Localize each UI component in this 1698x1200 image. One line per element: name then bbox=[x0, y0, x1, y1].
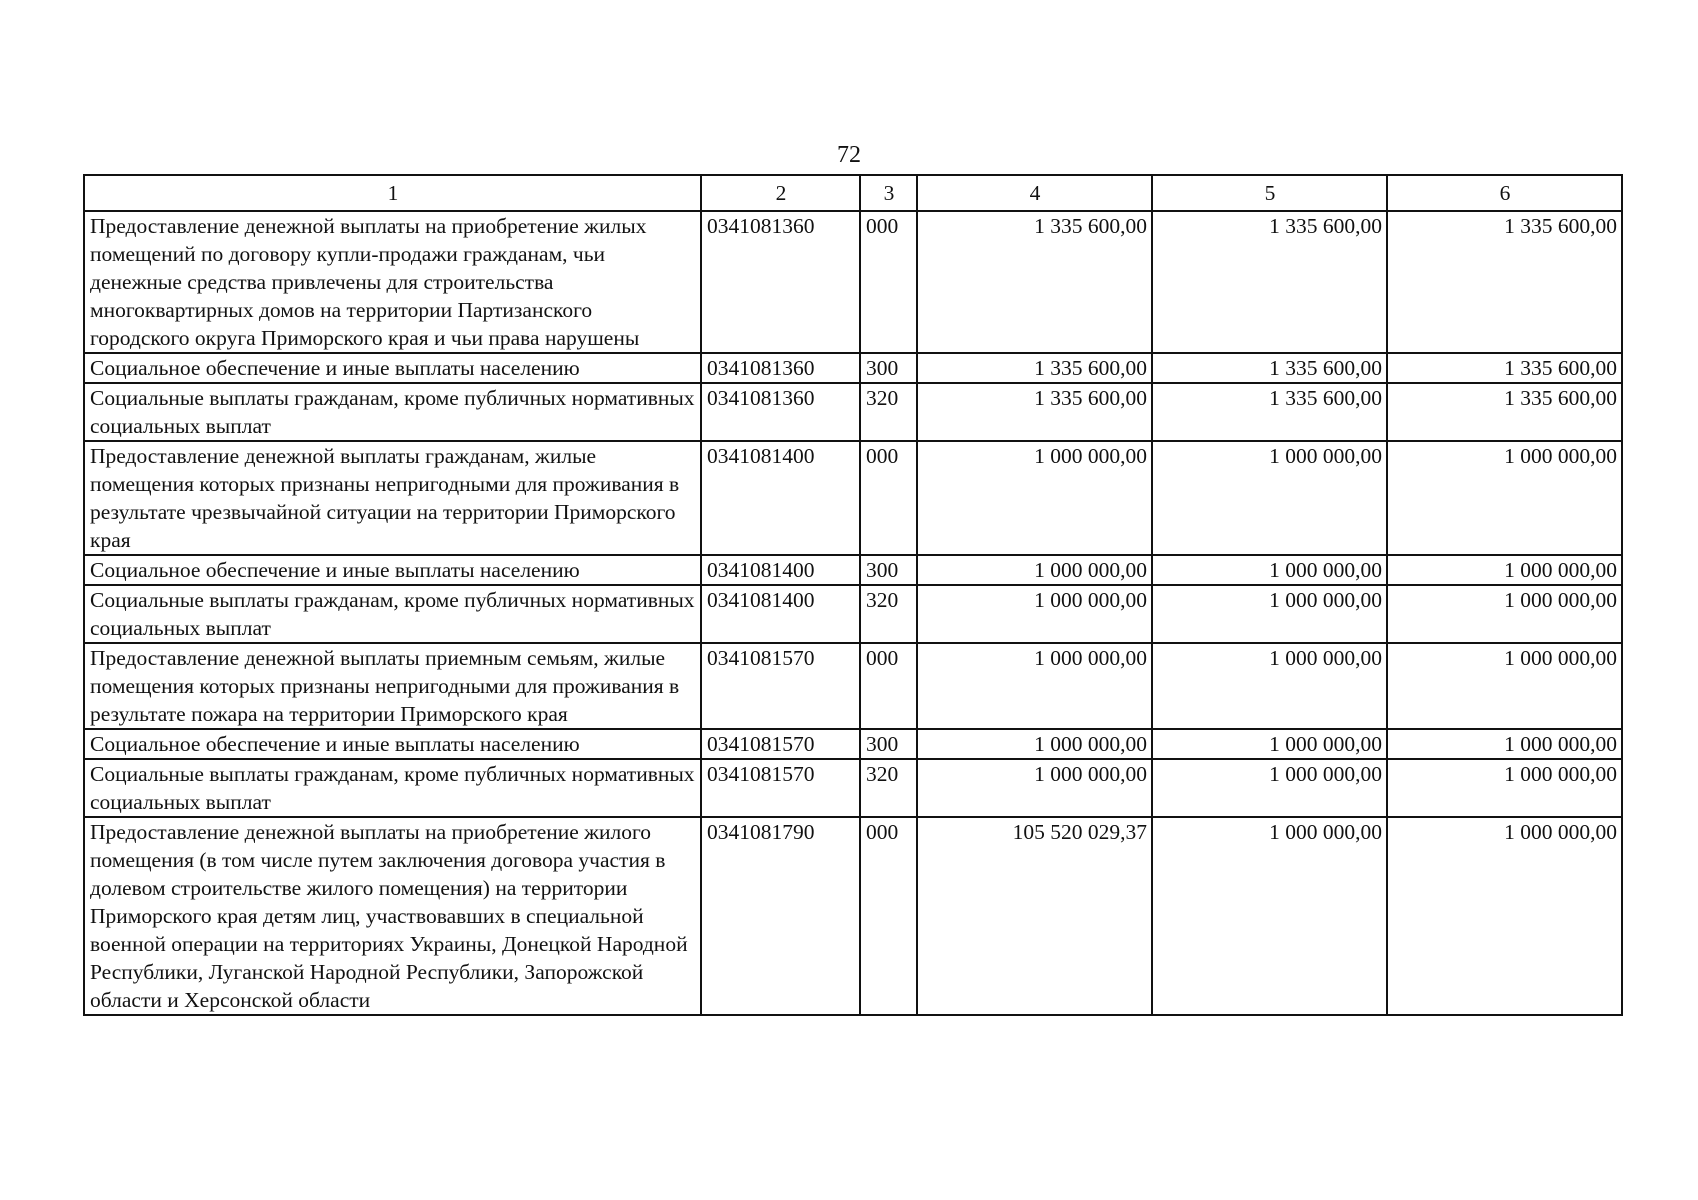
amount-col5-cell: 1 000 000,00 bbox=[1152, 817, 1387, 1015]
page-number: 72 bbox=[837, 142, 861, 168]
table-row bbox=[84, 383, 1622, 441]
column-header: 6 bbox=[1387, 175, 1622, 211]
expense-type-cell: 000 bbox=[860, 441, 917, 555]
target-code-cell: 0341081400 bbox=[701, 441, 860, 555]
expense-type-cell: 300 bbox=[860, 353, 917, 383]
amount-col6-cell: 1 000 000,00 bbox=[1387, 585, 1622, 643]
expense-name-cell: Предоставление денежной выплаты приемным семьям, жилые помещения которых признаны непригодными для проживания в результате пожара на территории Приморского края bbox=[84, 643, 701, 729]
amount-col6-cell: 1 000 000,00 bbox=[1387, 759, 1622, 817]
amount-col5-cell: 1 000 000,00 bbox=[1152, 643, 1387, 729]
amount-col4-cell: 1 335 600,00 bbox=[917, 383, 1152, 441]
table-row bbox=[84, 211, 1622, 353]
amount-col4-cell: 1 000 000,00 bbox=[917, 555, 1152, 585]
target-code-cell: 0341081360 bbox=[701, 353, 860, 383]
expense-type-cell: 320 bbox=[860, 383, 917, 441]
expense-name-cell: Социальное обеспечение и иные выплаты населению bbox=[84, 555, 701, 585]
target-code-cell: 0341081360 bbox=[701, 383, 860, 441]
expense-type-cell: 320 bbox=[860, 585, 917, 643]
amount-col4-cell: 1 000 000,00 bbox=[917, 643, 1152, 729]
amount-col6-cell: 1 335 600,00 bbox=[1387, 353, 1622, 383]
amount-col5-cell: 1 000 000,00 bbox=[1152, 555, 1387, 585]
table-row bbox=[84, 353, 1622, 383]
amount-col4-cell: 1 335 600,00 bbox=[917, 353, 1152, 383]
table-row bbox=[84, 817, 1622, 1015]
expense-name-cell: Социальные выплаты гражданам, кроме публичных нормативных социальных выплат bbox=[84, 585, 701, 643]
amount-col4-cell: 1 000 000,00 bbox=[917, 759, 1152, 817]
amount-col4-cell: 1 000 000,00 bbox=[917, 585, 1152, 643]
amount-col5-cell: 1 000 000,00 bbox=[1152, 759, 1387, 817]
expense-type-cell: 320 bbox=[860, 759, 917, 817]
amount-col6-cell: 1 335 600,00 bbox=[1387, 211, 1622, 353]
column-header: 1 bbox=[84, 175, 701, 211]
amount-col6-cell: 1 000 000,00 bbox=[1387, 441, 1622, 555]
expense-name-cell: Социальное обеспечение и иные выплаты населению bbox=[84, 729, 701, 759]
column-header: 4 bbox=[917, 175, 1152, 211]
table-row bbox=[84, 759, 1622, 817]
expense-name-cell: Социальные выплаты гражданам, кроме публичных нормативных социальных выплат bbox=[84, 383, 701, 441]
table-row bbox=[84, 585, 1622, 643]
expense-name-cell: Предоставление денежной выплаты на приобретение жилого помещения (в том числе путем заключения договора участия в долевом строительстве жилого помещения) на территории Приморского края детям лиц, участвовавших в специальной военной операции на территориях Украины, Донецкой Народной Республики, Луганской Народной Республики, Запорожской области и Херсонской области bbox=[84, 817, 701, 1015]
target-code-cell: 0341081400 bbox=[701, 585, 860, 643]
expense-name-cell: Предоставление денежной выплаты гражданам, жилые помещения которых признаны непригодными для проживания в результате чрезвычайной ситуации на территории Приморского края bbox=[84, 441, 701, 555]
target-code-cell: 0341081400 bbox=[701, 555, 860, 585]
amount-col4-cell: 105 520 029,37 bbox=[917, 817, 1152, 1015]
target-code-cell: 0341081570 bbox=[701, 643, 860, 729]
amount-col6-cell: 1 000 000,00 bbox=[1387, 817, 1622, 1015]
table-row bbox=[84, 729, 1622, 759]
expense-type-cell: 300 bbox=[860, 729, 917, 759]
column-header: 5 bbox=[1152, 175, 1387, 211]
amount-col6-cell: 1 000 000,00 bbox=[1387, 729, 1622, 759]
table-row bbox=[84, 643, 1622, 729]
expense-name-cell: Предоставление денежной выплаты на приобретение жилых помещений по договору купли-продажи гражданам, чьи денежные средства привлечены для строительства многоквартирных домов на территории Партизанского городского округа Приморского края и чьи права нарушены bbox=[84, 211, 701, 353]
column-header: 3 bbox=[860, 175, 917, 211]
amount-col5-cell: 1 335 600,00 bbox=[1152, 353, 1387, 383]
expense-type-cell: 000 bbox=[860, 643, 917, 729]
amount-col6-cell: 1 335 600,00 bbox=[1387, 383, 1622, 441]
amount-col5-cell: 1 335 600,00 bbox=[1152, 211, 1387, 353]
target-code-cell: 0341081790 bbox=[701, 817, 860, 1015]
target-code-cell: 0341081360 bbox=[701, 211, 860, 353]
amount-col4-cell: 1 000 000,00 bbox=[917, 441, 1152, 555]
amount-col5-cell: 1 335 600,00 bbox=[1152, 383, 1387, 441]
amount-col4-cell: 1 335 600,00 bbox=[917, 211, 1152, 353]
expense-type-cell: 300 bbox=[860, 555, 917, 585]
target-code-cell: 0341081570 bbox=[701, 729, 860, 759]
table-header-row bbox=[84, 175, 1622, 211]
amount-col5-cell: 1 000 000,00 bbox=[1152, 729, 1387, 759]
amount-col5-cell: 1 000 000,00 bbox=[1152, 441, 1387, 555]
amount-col4-cell: 1 000 000,00 bbox=[917, 729, 1152, 759]
expense-type-cell: 000 bbox=[860, 211, 917, 353]
expense-name-cell: Социальные выплаты гражданам, кроме публичных нормативных социальных выплат bbox=[84, 759, 701, 817]
amount-col5-cell: 1 000 000,00 bbox=[1152, 585, 1387, 643]
expense-name-cell: Социальное обеспечение и иные выплаты населению bbox=[84, 353, 701, 383]
amount-col6-cell: 1 000 000,00 bbox=[1387, 555, 1622, 585]
amount-col6-cell: 1 000 000,00 bbox=[1387, 643, 1622, 729]
expense-type-cell: 000 bbox=[860, 817, 917, 1015]
target-code-cell: 0341081570 bbox=[701, 759, 860, 817]
column-header: 2 bbox=[701, 175, 860, 211]
table-row bbox=[84, 441, 1622, 555]
table-row bbox=[84, 555, 1622, 585]
budget-table bbox=[83, 174, 1623, 1016]
